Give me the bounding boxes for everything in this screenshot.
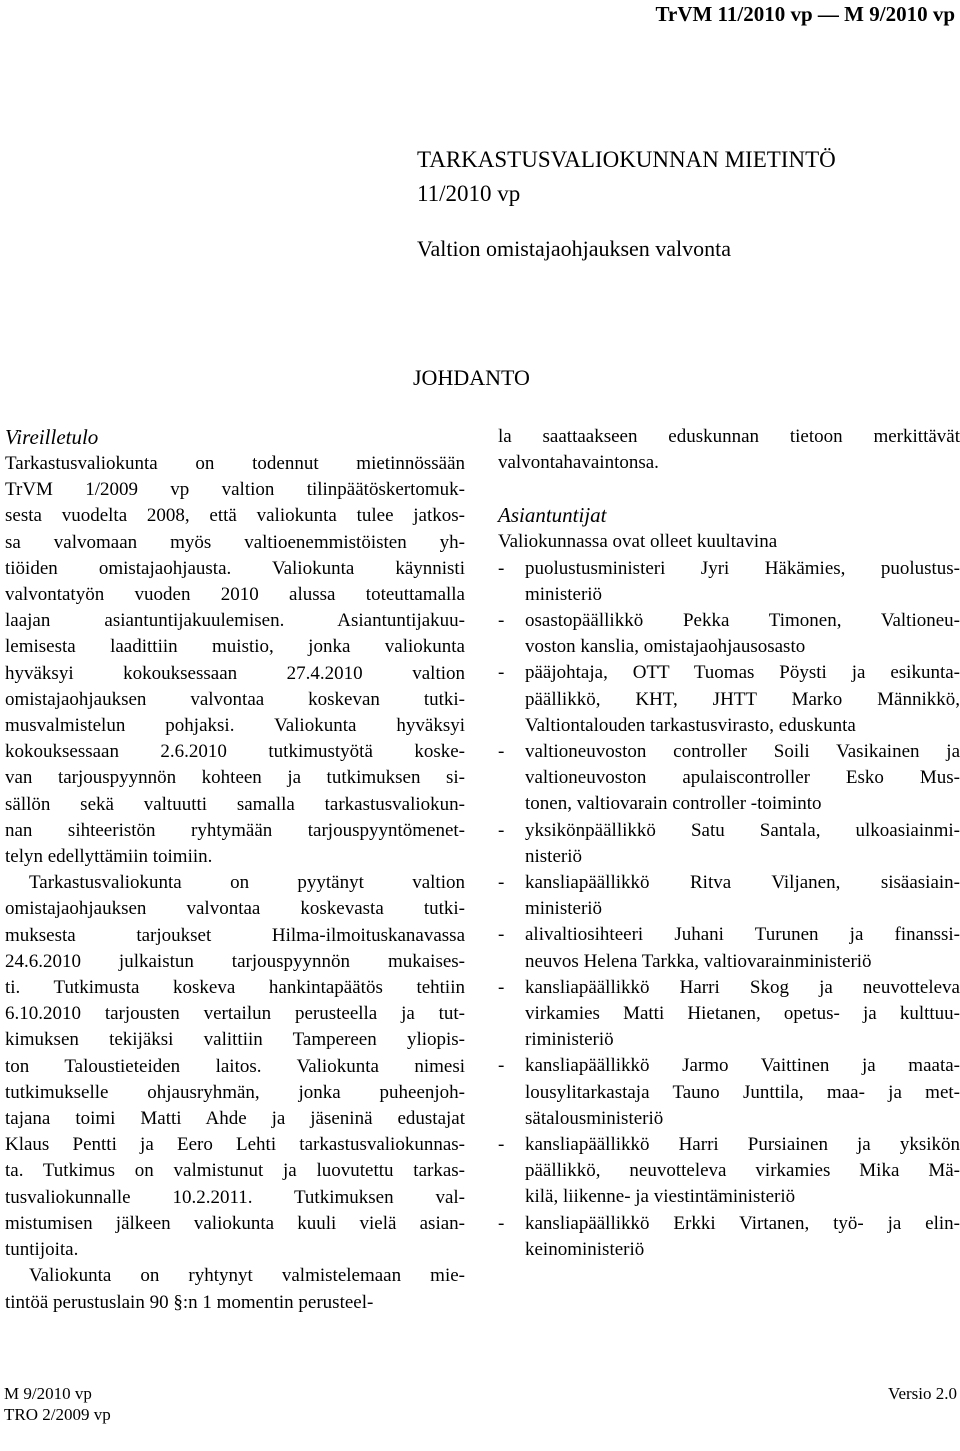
list-dash: - [498, 662, 505, 684]
text-line: sesta vuodelta 2008, että valiokunta tulee jatkos- [5, 505, 465, 527]
list-item-line: riministeriö [525, 1029, 614, 1051]
text-line: nan sihteeristön ryhtymään tarjouspyyntömenet- [5, 819, 465, 841]
list-item-line: päällikkö, neuvotteleva virkamies Mika Mä- [525, 1160, 960, 1182]
footer-doc-ref: M 9/2010 vp [4, 1384, 92, 1403]
list-dash: - [498, 976, 505, 998]
experts-list [498, 556, 960, 1263]
list-item [498, 870, 960, 922]
document-title [417, 143, 836, 211]
list-dash: - [498, 557, 505, 579]
text-line: valvontahavaintonsa. [498, 452, 659, 474]
list-item-line: osastopäällikkö Pekka Timonen, Valtioneu- [525, 610, 960, 632]
list-item-line: valtioneuvoston apulaiscontroller Esko Mus- [525, 767, 960, 789]
text-line: kokouksessaan 2.6.2010 tutkimustyötä koske- [5, 741, 465, 763]
footer-left [4, 1383, 111, 1425]
list-item-line: kansliapäällikkö Ritva Viljanen, sisäasiain- [525, 872, 960, 894]
text-line: omistajaohjauksen valvontaa koskevasta tutki- [5, 898, 465, 920]
list-item-line: ministeriö [525, 583, 603, 605]
list-item-line: kilä, liikenne- ja viestintäministeriö [525, 1186, 796, 1208]
list-item-line: kansliapäällikkö Harri Skog ja neuvotteleva [525, 976, 960, 998]
list-dash: - [498, 1212, 505, 1234]
list-dash: - [498, 610, 505, 632]
text-line: valvontatyön vuoden 2010 alussa toteuttamalla [5, 584, 465, 606]
title-line-2: 11/2010 vp [417, 181, 521, 206]
text-line: musvalmistelun pohjaksi. Valiokunta hyväksyi [5, 715, 465, 737]
text-line: hyväksyi kokouksessaan 27.4.2010 valtion [5, 662, 465, 684]
list-item-line: neuvos Helena Tarkka, valtiovarainministeriö [525, 950, 872, 972]
list-item-line: kansliapäällikkö Erkki Virtanen, työ- ja elin- [525, 1212, 960, 1234]
list-item-line: ministeriö [525, 898, 603, 920]
list-item-line: Valtiontalouden tarkastusvirasto, eduskunta [525, 714, 856, 736]
text-line: la saattaakseen eduskunnan tietoon merkittävät [498, 426, 960, 447]
list-item-line: lousylitarkastaja Tauno Junttila, maa- ja met- [525, 1081, 960, 1103]
section-heading: JOHDANTO [413, 365, 530, 390]
right-column [498, 424, 960, 1263]
text-line: Tarkastusvaliokunta on todennut mietinnössään [5, 453, 465, 474]
left-column [5, 424, 465, 1316]
list-item [498, 1053, 960, 1132]
list-item-line: kansliapäällikkö Jarmo Vaittinen ja maata- [525, 1055, 960, 1077]
text-line: tintöä perustuslain 90 §:n 1 momentin perusteel- [5, 1291, 374, 1313]
footer-version: Versio 2.0 [888, 1384, 957, 1403]
experts-intro: Valiokunnassa ovat olleet kuultavina [498, 531, 778, 553]
text-line: omistajaohjauksen valvontaa koskevan tutki- [5, 688, 465, 710]
text-line: telyn edellyttämiin toimiin. [5, 846, 213, 868]
subheading-vireilletulo: Vireilletulo [5, 425, 99, 449]
list-item-line: pääjohtaja, OTT Tuomas Pöysti ja esikunta- [525, 662, 960, 684]
list-item-line: yksikönpäällikkö Satu Santala, ulkoasiainmi- [525, 819, 960, 841]
text-line: ta. Tutkimus on valmistunut ja luovutettu tarkas- [5, 1160, 465, 1182]
list-item-line: voston kanslia, omistajaohjausosasto [525, 636, 806, 658]
text-line: mistumisen jälkeen valiokunta kuuli vielä asian- [5, 1212, 465, 1234]
continuation-text [498, 424, 960, 476]
text-line: tiöiden omistajaohjausta. Valiokunta käynnisti [5, 557, 465, 579]
text-line: kimuksen tekijäksi valittiin Tampereen yliopis- [5, 1029, 465, 1051]
list-item-line: valtioneuvoston controller Soili Vasikainen ja [525, 741, 960, 763]
document-subtitle: Valtion omistajaohjauksen valvonta [417, 236, 732, 261]
list-dash: - [498, 872, 505, 894]
text-line: van tarjouspyynnön kohteen ja tutkimuksen si- [5, 767, 465, 789]
list-item-line: päällikkö, KHT, JHTT Marko Männikkö, [525, 688, 960, 710]
text-line: laajan asiantuntijakuulemisen. Asiantuntijakuu- [5, 610, 465, 632]
text-line: lemisesta laadittiin muistio, jonka valiokunta [5, 636, 465, 658]
text-line: 6.10.2010 tarjousten vertailun perusteella ja tut- [5, 1003, 465, 1025]
list-dash: - [498, 1055, 505, 1077]
list-item [498, 818, 960, 870]
list-dash: - [498, 819, 505, 841]
text-line: 24.6.2010 julkaistun tarjouspyynnön mukaises- [5, 950, 465, 972]
list-dash: - [498, 741, 505, 763]
text-line: tajana toimi Matti Ahde ja jäseninä edustajat [5, 1108, 465, 1130]
list-item [498, 1211, 960, 1263]
text-line: ton Taloustieteiden laitos. Valiokunta nimesi [5, 1055, 465, 1077]
text-line: ti. Tutkimusta koskeva hankintapäätös tehtiin [5, 977, 465, 999]
text-line: muksesta tarjoukset Hilma-ilmoituskanavassa [5, 924, 465, 946]
list-item-line: keinoministeriö [525, 1238, 645, 1260]
subheading-asiantuntijat: Asiantuntijat [498, 503, 607, 528]
text-line: sa valvomaan myös valtioenemmistöisten yh- [5, 531, 465, 553]
footer-tro-ref: TRO 2/2009 vp [4, 1405, 111, 1424]
list-item-line: puolustusministeri Jyri Häkämies, puolustus- [525, 557, 960, 579]
text-line: sällön sekä valtuutti samalla tarkastusvaliokun- [5, 793, 465, 815]
list-dash: - [498, 1134, 505, 1156]
list-item-line: nisteriö [525, 845, 582, 867]
text-line: tutkimukselle ohjausryhmän, jonka puheenjoh- [5, 1081, 465, 1103]
list-item-line: sätalousministeriö [525, 1107, 664, 1129]
running-header: TrVM 11/2010 vp — M 9/2010 vp [655, 2, 955, 26]
text-line: tuntijoita. [5, 1239, 79, 1261]
left-column-body [5, 451, 465, 1316]
list-item [498, 556, 960, 608]
text-line: TrVM 1/2009 vp valtion tilinpäätöskertomuk- [5, 479, 465, 501]
list-item [498, 739, 960, 818]
list-item [498, 975, 960, 1054]
list-item-line: virkamies Matti Hietanen, opetus- ja kulttuu- [525, 1003, 960, 1025]
list-item-line: alivaltiosihteeri Juhani Turunen ja finanssi- [525, 924, 960, 946]
text-line: Klaus Pentti ja Eero Lehti tarkastusvaliokunnas- [5, 1134, 465, 1156]
list-item-line: kansliapäällikkö Harri Pursiainen ja yksikön [525, 1134, 960, 1156]
text-line: Tarkastusvaliokunta on pyytänyt valtion [29, 872, 465, 894]
list-item [498, 1132, 960, 1211]
text-line: Valiokunta on ryhtynyt valmistelemaan mie- [29, 1265, 465, 1287]
text-line: tusvaliokunnalle 10.2.2011. Tutkimuksen val- [5, 1186, 465, 1208]
spacer [498, 476, 960, 502]
list-item [498, 660, 960, 739]
list-item [498, 608, 960, 660]
title-line-1: TARKASTUSVALIOKUNNAN MIETINTÖ [417, 147, 836, 172]
list-item-line: tonen, valtiovarain controller -toiminto [525, 793, 822, 815]
list-item [498, 922, 960, 974]
list-dash: - [498, 924, 505, 946]
